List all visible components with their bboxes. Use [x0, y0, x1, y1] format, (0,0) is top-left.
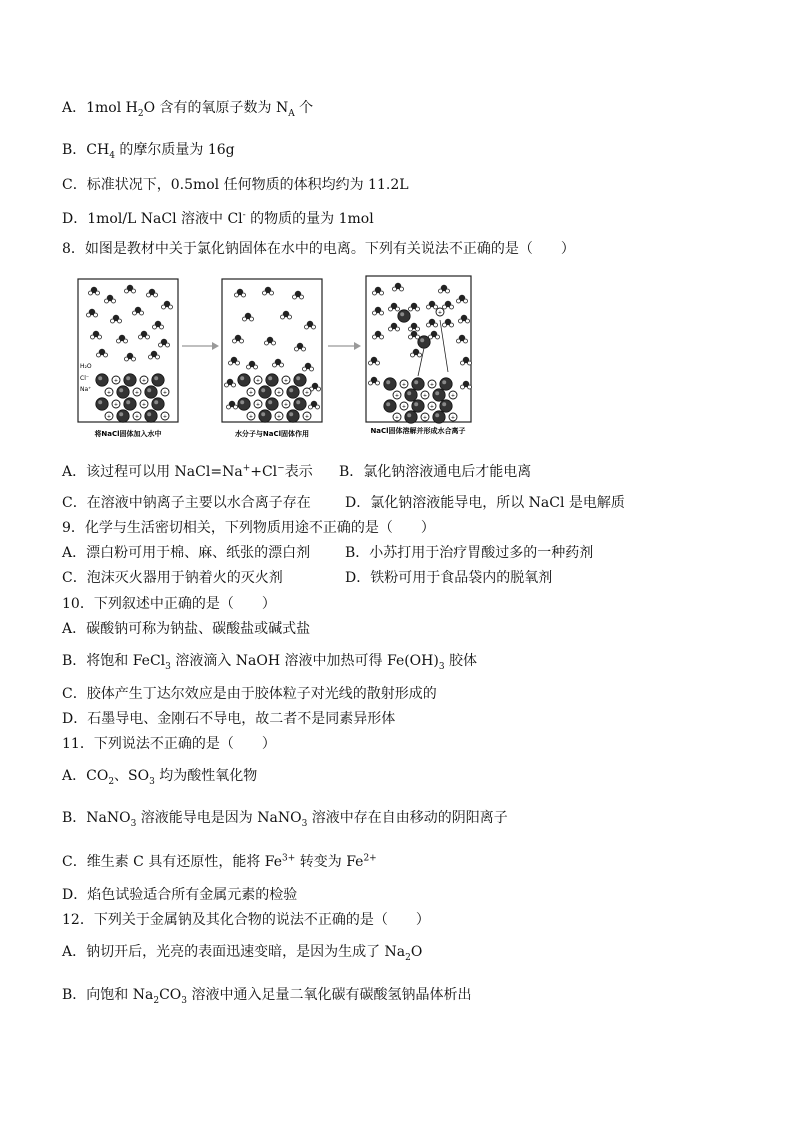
chloride-ion — [238, 374, 250, 386]
caption-2: 水分子与NaCl固体作用 — [234, 430, 310, 438]
sodium-ion — [428, 380, 436, 388]
q11-option-d: D．焰色试验适合所有金属元素的检验 — [62, 887, 298, 903]
q11-stem: 11．下列说法不正确的是（ ） — [62, 736, 276, 752]
sodium-ion — [449, 391, 457, 399]
label-cl: Cl⁻ — [80, 375, 90, 382]
sodium-ion — [254, 376, 262, 384]
sodium-ion — [282, 400, 290, 408]
q10-option-c: C．胶体产生丁达尔效应是由于胶体粒子对光线的散射形成的 — [62, 686, 437, 702]
sodium-ion — [393, 391, 401, 399]
q9-option-d: D．铁粉可用于食品袋内的脱氧剂 — [345, 570, 553, 586]
chloride-ion — [259, 410, 271, 422]
q9-option-b: B．小苏打用于治疗胃酸过多的一种药剂 — [345, 545, 594, 561]
chloride-ion — [287, 410, 299, 422]
sodium-ion — [133, 388, 141, 396]
sodium-ion — [282, 376, 290, 384]
q11-option-b: B．NaNO$_3$ 溶液能导电是因为 NaNO$_3$ 溶液中存在自由移动的阴阳离子 — [62, 810, 508, 829]
q8-option-d: D．氯化钠溶液能导电，所以 NaCl 是电解质 — [345, 495, 625, 511]
q11-option-c: C．维生素 C 具有还原性，能将 $Fe^{3+}$ 转变为 $Fe^{2+}$ — [62, 853, 377, 870]
chloride-ion — [433, 389, 445, 401]
sodium-ion — [161, 412, 169, 420]
chloride-ion — [117, 386, 129, 398]
chloride-ion — [152, 374, 164, 386]
q12-option-a: A．钠切开后，光亮的表面迅速变暗，是因为生成了 $Na_2O$ — [62, 944, 423, 963]
chloride-ion — [259, 386, 271, 398]
q8-option-c: C．在溶液中钠离子主要以水合离子存在 — [62, 495, 311, 511]
chloride-ion — [96, 398, 108, 410]
q10-option-a: A．碳酸钠可称为钠盐、碳酸盐或碱式盐 — [62, 621, 311, 637]
chloride-ion — [145, 386, 157, 398]
q8-stem: 8．如图是教材中关于氯化钠固体在水中的电离。下列有关说法不正确的是（ ） — [62, 241, 575, 257]
sodium-ion — [105, 412, 113, 420]
chloride-ion — [117, 410, 129, 422]
chloride-ion — [266, 374, 278, 386]
chloride-ion — [266, 398, 278, 410]
chloride-ion — [287, 386, 299, 398]
chloride-ion — [405, 389, 417, 401]
sodium-ion — [303, 388, 311, 396]
q10-option-b: B．将饱和 FeCl$_3$ 溶液滴入 NaOH 溶液中加热可得 $Fe(OH)_3$ 胶体 — [62, 653, 478, 672]
sodium-ion — [161, 388, 169, 396]
chloride-ion — [405, 411, 417, 423]
chloride-ion — [124, 398, 136, 410]
chloride-ion — [412, 400, 424, 412]
nacl-dissolution-figure: + H₂O Cl⁻ Na⁺ 将NaCl固体加入水中 水分子与NaCl固体作用 NaCl固体溶解并形成水合离子 — [72, 276, 492, 441]
label-na: Na⁺ — [80, 386, 92, 393]
chloride-ion — [294, 374, 306, 386]
caption-1: 将NaCl固体加入水中 — [94, 430, 162, 438]
chloride-ion — [145, 410, 157, 422]
q7-option-d: D．1mol/L NaCl 溶液中 Cl- 的物质的量为 1mol — [62, 210, 374, 227]
q9-option-c: C．泡沫灭火器用于钠着火的灭火剂 — [62, 570, 283, 586]
sodium-ion — [112, 376, 120, 384]
q7-option-b: B．$CH_4$ 的摩尔质量为 16g — [62, 142, 235, 161]
q10-stem: 10．下列叙述中正确的是（ ） — [62, 596, 276, 612]
sodium-ion — [303, 412, 311, 420]
sodium-ion — [275, 388, 283, 396]
chloride-ion — [440, 400, 452, 412]
q8-option-a: A．该过程可以用 NaCl=Na++Cl−表示 — [62, 463, 313, 480]
chloride-ion — [412, 378, 424, 390]
label-water: H₂O — [80, 363, 92, 370]
q9-option-a: A．漂白粉可用于棉、麻、纸张的漂白剂 — [62, 545, 311, 561]
sodium-ion — [275, 412, 283, 420]
chloride-ion — [238, 398, 250, 410]
sodium-ion — [140, 400, 148, 408]
sodium-ion — [400, 380, 408, 388]
caption-3: NaCl固体溶解并形成水合离子 — [370, 427, 466, 435]
chloride-ion — [96, 374, 108, 386]
chloride-ion — [152, 398, 164, 410]
sodium-ion — [421, 413, 429, 421]
chloride-ion — [124, 374, 136, 386]
q8-option-b: B．氯化钠溶液通电后才能电离 — [339, 464, 532, 480]
q11-option-a: A．$CO_2$、$SO_3$ 均为酸性氧化物 — [62, 768, 258, 787]
sodium-ion — [449, 413, 457, 421]
q10-option-d: D．石墨导电、金刚石不导电，故二者不是同素异形体 — [62, 711, 396, 727]
sodium-ion — [112, 400, 120, 408]
chloride-ion — [440, 378, 452, 390]
q12-option-b: B．向饱和 $Na_2CO_3$ 溶液中通入足量二氧化碳有碳酸氢钠晶体析出 — [62, 987, 472, 1006]
sodium-ion — [140, 376, 148, 384]
q9-stem: 9．化学与生活密切相关，下列物质用途不正确的是（ ） — [62, 520, 435, 536]
sodium-ion — [133, 412, 141, 420]
q12-stem: 12．下列关于金属钠及其化合物的说法不正确的是（ ） — [62, 912, 430, 928]
sodium-ion — [105, 388, 113, 396]
q7-option-a: A．1mol $H_2O$ 含有的氧原子数为 $N_A$ 个 — [62, 100, 314, 119]
chloride-ion — [384, 400, 396, 412]
sodium-ion — [393, 413, 401, 421]
sodium-ion — [428, 402, 436, 410]
sodium-ion — [400, 402, 408, 410]
sodium-ion — [247, 412, 255, 420]
chloride-ion — [294, 398, 306, 410]
sodium-ion — [254, 400, 262, 408]
chloride-ion — [433, 411, 445, 423]
q7-option-c: C．标准状况下，0.5mol 任何物质的体积均约为 11.2L — [62, 177, 409, 193]
sodium-ion — [247, 388, 255, 396]
chloride-ion — [384, 378, 396, 390]
sodium-ion — [421, 391, 429, 399]
